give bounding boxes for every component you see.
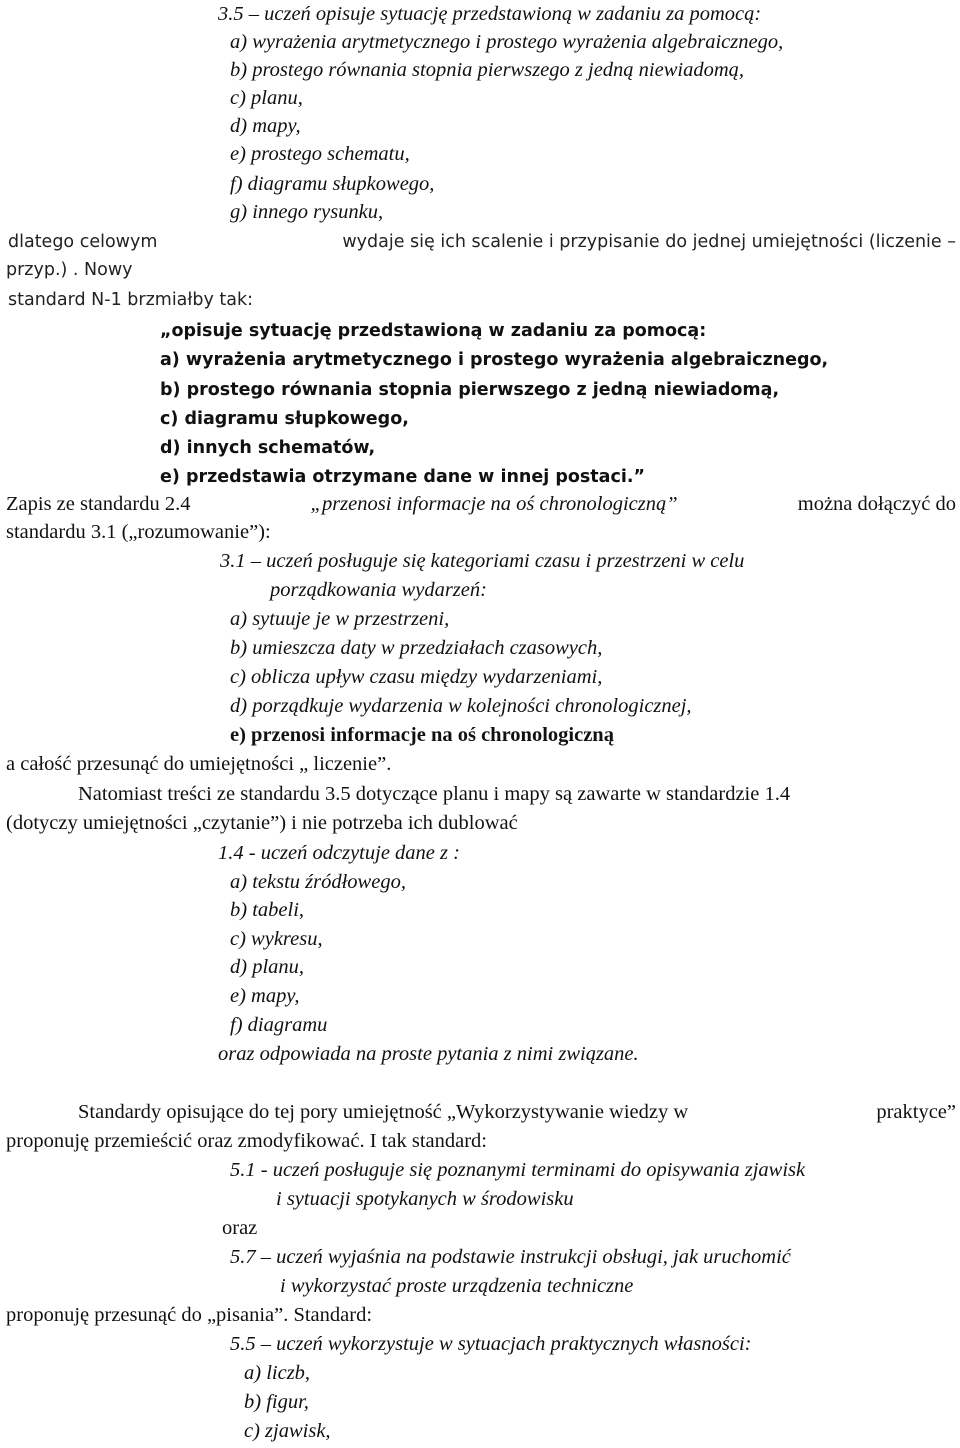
quoted-standard: „przenosi informacje na oś chronologiczną” <box>310 493 678 515</box>
heading-standard-5-7: 5.7 – uczeń wyjaśnia na podstawie instrukcji obsługi, jak uruchomić <box>230 1246 791 1268</box>
paragraph-line <box>8 229 956 256</box>
paragraph-line: (dotyczy umiejętności „czytanie”) i nie potrzeba ich dublować <box>6 812 518 834</box>
paragraph-line: i sytuacji spotykanych w środowisku <box>276 1188 574 1210</box>
list-item: a) wyrażenia arytmetycznego i prostego wyrażenia algebraicznego, <box>160 350 829 370</box>
heading-standard-3-1: 3.1 – uczeń posługuje się kategoriami czasu i przestrzeni w celu <box>220 550 745 572</box>
list-item: b) tabeli, <box>230 899 305 921</box>
paragraph-line: standardu 3.1 („rozumowanie”): <box>6 521 271 543</box>
list-item: f) diagramu <box>230 1014 328 1036</box>
paragraph-line: a całość przesunąć do umiejętności „ liczenie”. <box>6 753 392 775</box>
list-item: d) mapy, <box>230 115 301 137</box>
text-segment: wydaje się ich scalenie i przypisanie do jednej umiejętności (liczenie – <box>342 232 956 252</box>
list-item: e) przedstawia otrzymane dane w innej postaci.” <box>160 467 645 487</box>
paragraph-line <box>78 1099 956 1126</box>
list-item: b) umieszcza daty w przedziałach czasowych, <box>230 637 603 659</box>
paragraph-line: proponuję przesunąć do „pisania”. Standard: <box>6 1304 373 1326</box>
list-item: g) innego rysunku, <box>230 201 384 223</box>
list-item: a) sytuuje je w przestrzeni, <box>230 608 450 630</box>
heading-standard-5-1: 5.1 - uczeń posługuje się poznanymi terminami do opisywania zjawisk <box>230 1159 806 1181</box>
list-item: e) przenosi informacje na oś chronologiczną <box>230 724 614 746</box>
list-item: f) diagramu słupkowego, <box>230 173 435 195</box>
paragraph-line: standard N-1 brzmiałby tak: <box>8 290 254 310</box>
list-item: e) prostego schematu, <box>230 143 410 165</box>
list-item: d) porządkuje wydarzenia w kolejności chronologicznej, <box>230 695 692 717</box>
heading-standard-5-5: 5.5 – uczeń wykorzystuje w sytuacjach praktycznych własności: <box>230 1333 752 1355</box>
paragraph-line: oraz odpowiada na proste pytania z nimi związane. <box>218 1043 639 1065</box>
proposed-standard-heading: „opisuje sytuację przedstawioną w zadaniu za pomocą: <box>160 321 707 341</box>
list-item: b) prostego równania stopnia pierwszego z jedną niewiadomą, <box>160 380 780 400</box>
text-segment: można dołączyć do <box>797 493 956 515</box>
list-item: d) innych schematów, <box>160 438 376 458</box>
text-segment: praktyce” <box>876 1101 956 1123</box>
text-segment: Zapis ze standardu 2.4 <box>6 493 191 515</box>
paragraph-line <box>6 491 956 518</box>
list-item: c) wykresu, <box>230 928 323 950</box>
list-item: b) figur, <box>244 1391 309 1413</box>
list-item: c) planu, <box>230 87 303 109</box>
list-item: e) mapy, <box>230 985 300 1007</box>
paragraph-line: i wykorzystać proste urządzenia techniczne <box>280 1275 634 1297</box>
text-segment: dlatego celowym <box>8 232 158 252</box>
list-item: d) planu, <box>230 956 305 978</box>
text-segment: Standardy opisujące do tej pory umiejętność „Wykorzystywanie wiedzy w <box>78 1101 689 1123</box>
heading-standard-3-5: 3.5 – uczeń opisuje sytuację przedstawioną w zadaniu za pomocą: <box>218 3 762 25</box>
list-item: c) oblicza upływ czasu między wydarzeniami, <box>230 666 603 688</box>
paragraph-line: porządkowania wydarzeń: <box>270 579 487 601</box>
list-item: b) prostego równania stopnia pierwszego z jedną niewiadomą, <box>230 59 745 81</box>
list-item: a) tekstu źródłowego, <box>230 871 406 893</box>
list-item: c) zjawisk, <box>244 1420 331 1442</box>
paragraph-line: oraz <box>222 1217 258 1239</box>
heading-standard-1-4: 1.4 - uczeń odczytuje dane z : <box>218 842 460 864</box>
paragraph-line: Natomiast treści ze standardu 3.5 dotyczące planu i mapy są zawarte w standardzie 1.4 <box>78 783 791 805</box>
list-item: c) diagramu słupkowego, <box>160 409 409 429</box>
paragraph-line: przyp.) . Nowy <box>6 260 133 280</box>
list-item: a) liczb, <box>244 1362 311 1384</box>
list-item: a) wyrażenia arytmetycznego i prostego wyrażenia algebraicznego, <box>230 31 784 53</box>
paragraph-line: proponuję przemieścić oraz zmodyfikować. I tak standard: <box>6 1130 487 1152</box>
